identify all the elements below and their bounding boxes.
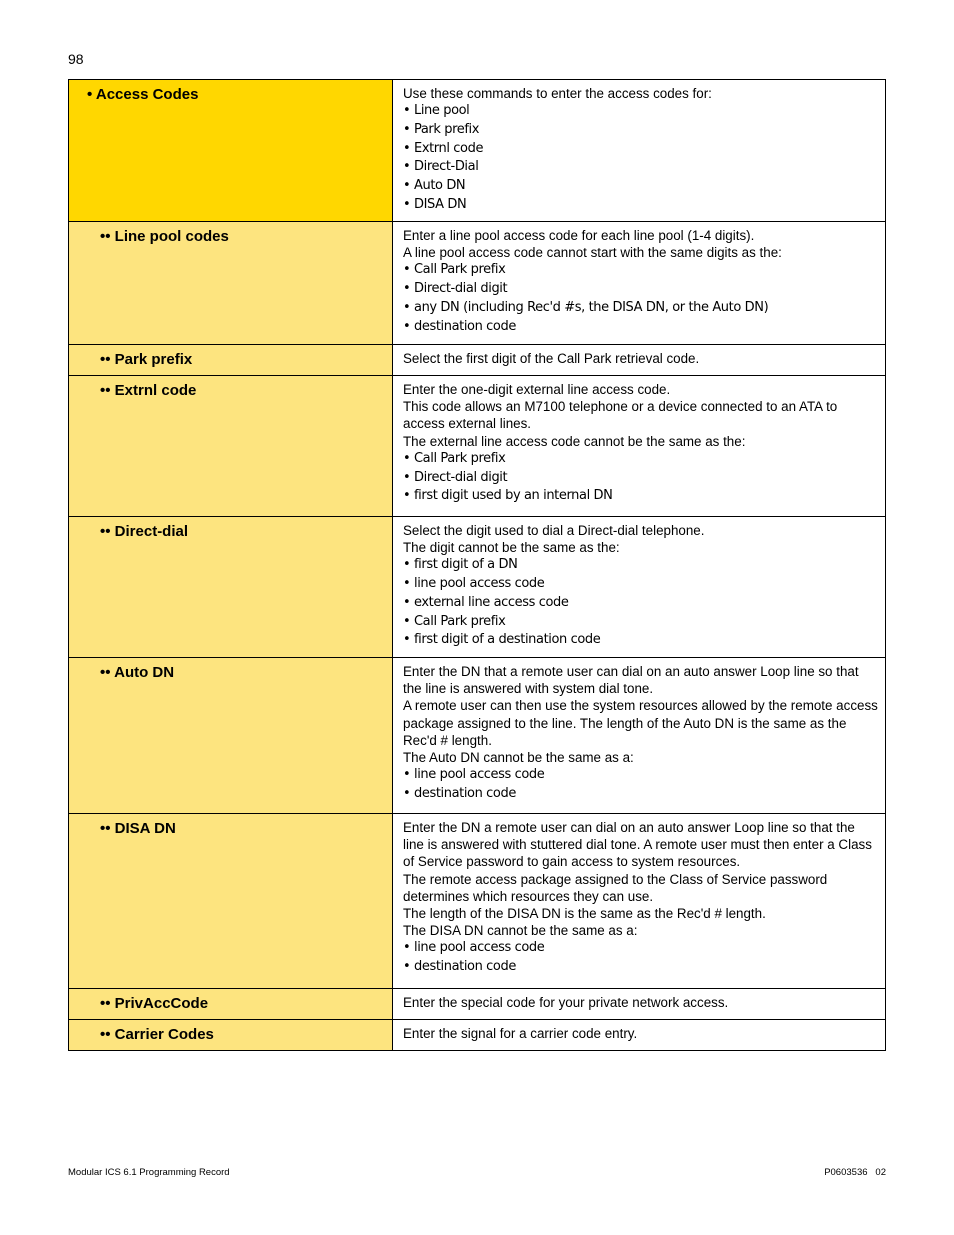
setting-name-cell xyxy=(69,658,393,814)
table-row xyxy=(69,376,886,517)
description-text: A remote user can then use the system resources allowed by the remote access package assigned to the line. The length of the Auto DN is the same as the Rec'd # length. xyxy=(403,698,878,748)
setting-description xyxy=(393,1020,885,1048)
table-row xyxy=(69,345,886,376)
setting-description-cell xyxy=(393,345,886,376)
setting-name-cell xyxy=(69,517,393,658)
description-bullet: • destination code xyxy=(403,785,516,801)
description-bullet: • external line access code xyxy=(403,594,569,610)
description-bullet: • Direct-dial digit xyxy=(403,469,508,485)
footer-document-title: Modular ICS 6.1 Programming Record xyxy=(68,1167,230,1178)
table-row xyxy=(69,222,886,345)
description-bullet: • Auto DN xyxy=(403,178,466,194)
description-bullet: • Line pool xyxy=(403,103,470,119)
description-text: Enter the signal for a carrier code entry. xyxy=(403,1026,638,1041)
description-text: Enter the DN a remote user can dial on an auto answer Loop line so that the line is answered with stuttered dial tone. A remote user must then enter a Class of Service password to gain access to system resources. xyxy=(403,820,872,870)
setting-name: •• Carrier Codes xyxy=(100,1026,214,1043)
description-bullet: • Direct-dial digit xyxy=(403,281,508,297)
description-bullet: • line pool access code xyxy=(403,576,545,592)
description-text: The external line access code cannot be the same as the: xyxy=(403,433,746,449)
setting-description xyxy=(393,222,885,342)
description-bullet: • line pool access code xyxy=(403,940,545,956)
setting-description xyxy=(393,658,885,810)
setting-description-cell xyxy=(393,989,886,1020)
setting-name: •• Extrnl code xyxy=(100,382,197,399)
description-text: This code allows an M7100 telephone or a device connected to an ATA to access external lines. xyxy=(403,399,838,432)
description-text: Select the digit used to dial a Direct-dial telephone. xyxy=(403,523,705,538)
setting-description xyxy=(393,376,885,512)
description-bullet: • first digit of a destination code xyxy=(403,632,601,648)
setting-description-cell xyxy=(393,517,886,658)
page-number: 98 xyxy=(68,51,84,67)
setting-description-cell xyxy=(393,658,886,814)
setting-description xyxy=(393,80,885,220)
table-body xyxy=(69,80,886,1051)
setting-description-cell xyxy=(393,80,886,222)
setting-name: •• Line pool codes xyxy=(100,228,229,245)
description-bullet: • Call Park prefix xyxy=(403,613,506,629)
description-text: The DISA DN cannot be the same as a: xyxy=(403,923,638,939)
setting-name: •• Auto DN xyxy=(100,664,175,681)
table-row xyxy=(69,1020,886,1051)
setting-description-cell xyxy=(393,376,886,517)
description-bullet: • destination code xyxy=(403,959,516,975)
setting-name: •• DISA DN xyxy=(100,820,176,837)
setting-description xyxy=(393,345,885,373)
description-bullet: • first digit of a DN xyxy=(403,557,518,573)
setting-name-cell xyxy=(69,1020,393,1051)
description-text: The remote access package assigned to the Class of Service password determines which resources they can use. xyxy=(403,871,828,904)
description-text: Use these commands to enter the access codes for: xyxy=(403,86,712,101)
description-bullet: • any DN (including Rec'd #s, the DISA DN, or the Auto DN) xyxy=(403,299,769,315)
description-text: The length of the DISA DN is the same as the Rec'd # length. xyxy=(403,906,766,922)
description-bullet: • DISA DN xyxy=(403,196,467,212)
description-text: A line pool access code cannot start with the same digits as the: xyxy=(403,245,782,261)
description-text: Enter a line pool access code for each line pool (1-4 digits). xyxy=(403,228,755,243)
description-text: Select the first digit of the Call Park retrieval code. xyxy=(403,351,700,366)
setting-name-cell xyxy=(69,989,393,1020)
setting-description-cell xyxy=(393,814,886,989)
setting-name: • Access Codes xyxy=(87,86,199,103)
description-text: The Auto DN cannot be the same as a: xyxy=(403,750,634,766)
setting-description-cell xyxy=(393,1020,886,1051)
setting-description xyxy=(393,814,885,983)
description-bullet: • first digit used by an internal DN xyxy=(403,488,613,504)
setting-name-cell xyxy=(69,80,393,222)
setting-name-cell xyxy=(69,376,393,517)
setting-name: •• Direct-dial xyxy=(100,523,189,540)
description-text: Enter the special code for your private network access. xyxy=(403,995,729,1010)
description-bullet: • destination code xyxy=(403,318,516,334)
setting-name: •• PrivAccCode xyxy=(100,995,209,1012)
table-row xyxy=(69,658,886,814)
table-row xyxy=(69,517,886,658)
setting-name-cell xyxy=(69,222,393,345)
description-text: The digit cannot be the same as the: xyxy=(403,540,620,556)
table-row xyxy=(69,814,886,989)
setting-name-cell xyxy=(69,814,393,989)
description-bullet: • Direct-Dial xyxy=(403,159,479,175)
table-row xyxy=(69,989,886,1020)
setting-description xyxy=(393,989,885,1017)
setting-description-cell xyxy=(393,222,886,345)
setting-description xyxy=(393,517,885,656)
description-bullet: • Call Park prefix xyxy=(403,262,506,278)
table-row xyxy=(69,80,886,222)
setting-name: •• Park prefix xyxy=(100,351,193,368)
description-bullet: • Extrnl code xyxy=(403,140,484,156)
setting-name-cell xyxy=(69,345,393,376)
description-bullet: • Call Park prefix xyxy=(403,450,506,466)
description-bullet: • Park prefix xyxy=(403,121,480,137)
access-codes-table xyxy=(68,79,886,1051)
description-text: Enter the one-digit external line access code. xyxy=(403,382,671,397)
footer-document-number: P0603536 02 xyxy=(824,1167,886,1178)
description-text: Enter the DN that a remote user can dial on an auto answer Loop line so that the line is answered with system dial tone. xyxy=(403,664,859,697)
description-bullet: • line pool access code xyxy=(403,767,545,783)
